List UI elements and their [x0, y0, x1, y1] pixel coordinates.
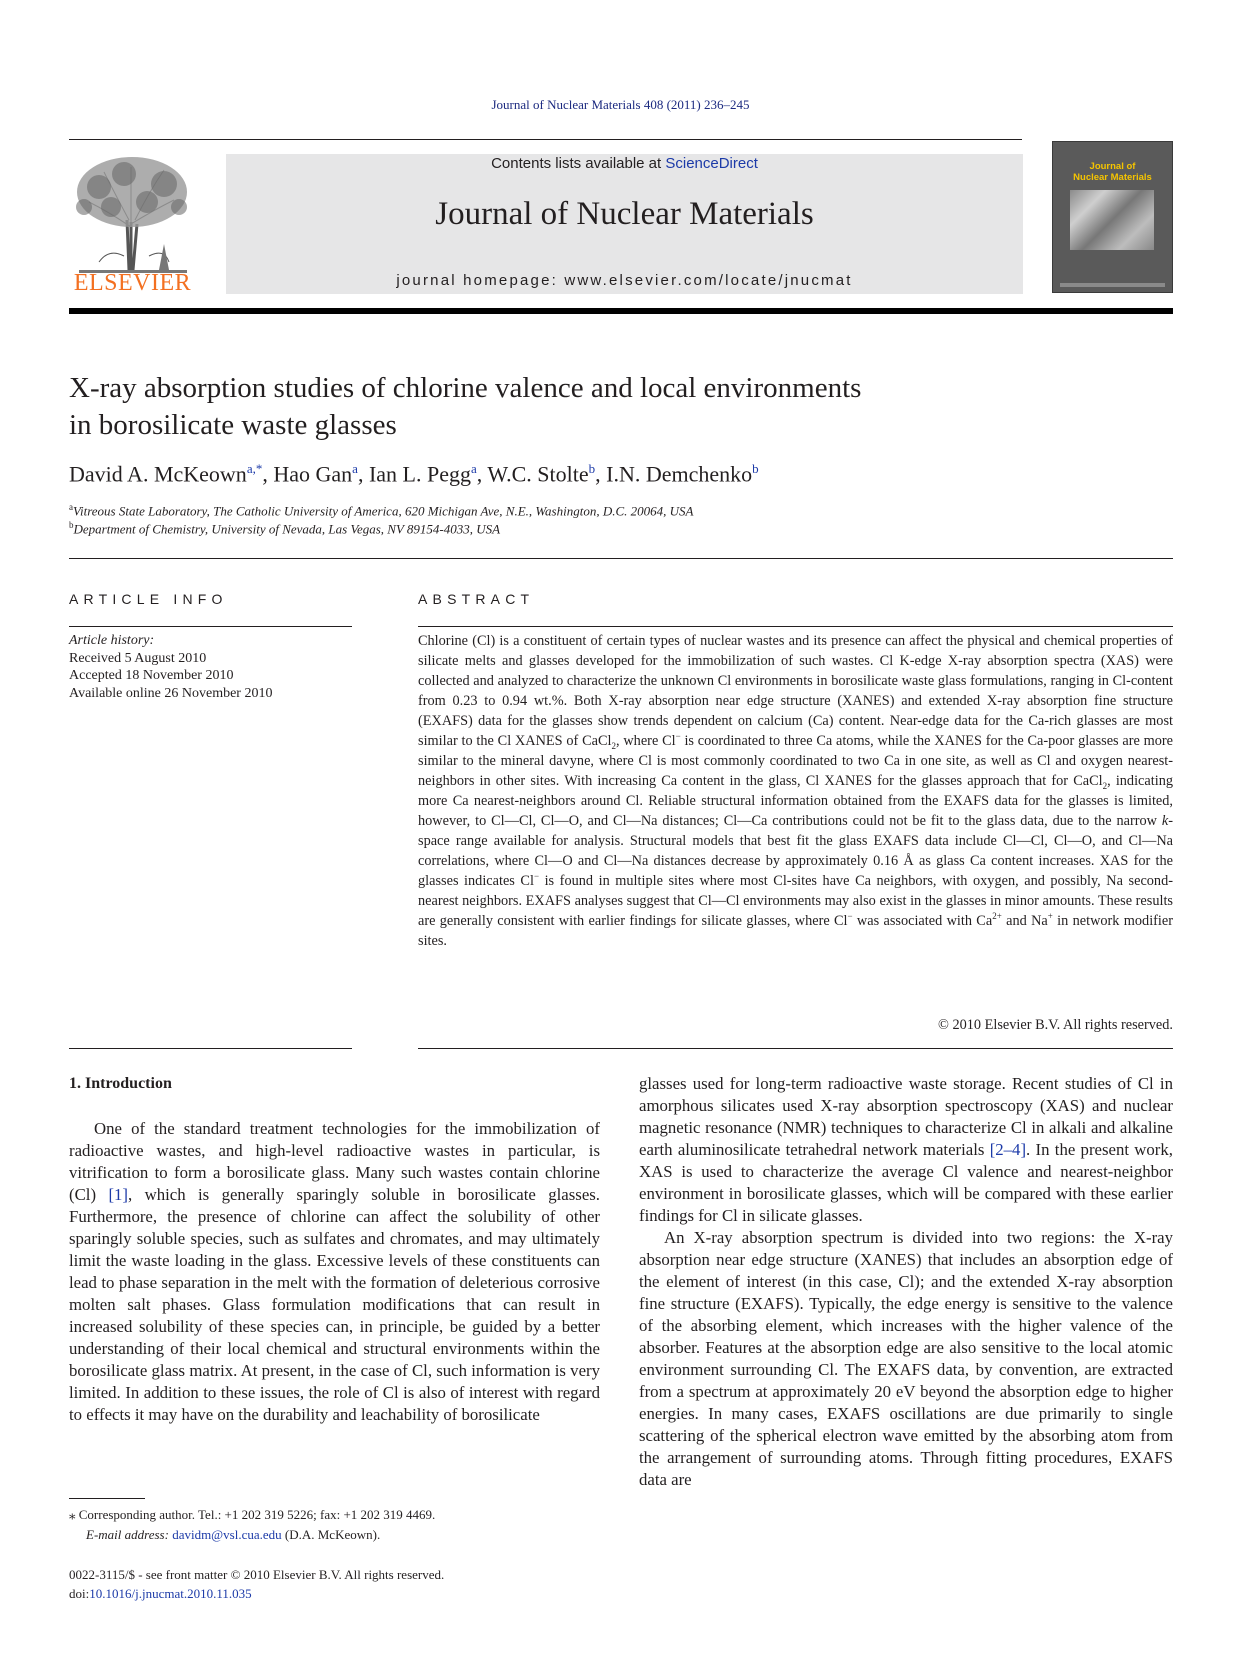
superscript: + [1047, 911, 1053, 922]
email-line [69, 1525, 609, 1545]
abstract-copyright: © 2010 Elsevier B.V. All rights reserved. [938, 1017, 1173, 1033]
journal-title: Journal of Nuclear Materials [435, 196, 814, 232]
issn-line: 0022-3115/$ - see front matter © 2010 Elsevier B.V. All rights reserved. [69, 1567, 445, 1582]
text-segment: . In the present work, XAS is used to characterize the average Cl valence and nearest-neighbor environment in borosilicate glasses, which will be compared with these earlier findings for Cl in silicate glasses. [639, 1140, 1173, 1225]
abstract-segment: was associated with Ca [852, 913, 993, 929]
body-column-right [639, 1073, 1173, 1491]
abstract-segment: and Na [1001, 913, 1048, 929]
affiliation-b [69, 520, 1169, 537]
abstract-segment: in network modifier sites. [418, 913, 1173, 949]
superscript: − [675, 731, 681, 742]
author-name: W.C. Stolte [487, 461, 589, 487]
affil-mark: a [69, 502, 73, 512]
email-owner: (D.A. McKeown). [281, 1527, 381, 1542]
author-name: I.N. Demchenko [606, 461, 753, 487]
issn-doi-block [69, 1565, 609, 1603]
author-name: Hao Gan [273, 461, 353, 487]
abstract-segment: is coordinated to three Ca atoms, while the XANES for the Ca-poor glasses are more similar to the mineral davyne, where Cl is most commonly coordinated to two Ca in one site, as well as Cl and oxygen nearest-neighbors in other sites. With increasing Ca content in the glass, Cl XANES for the glasses approach that for CaCl [418, 733, 1174, 789]
author-name: Ian L. Pegg [368, 461, 471, 487]
top-rule [69, 139, 1022, 140]
paragraph: An X-ray absorption spectrum is divided into two regions: the X-ray absorption near edge structure (XANES) that includes an absorption edge of the element of interest (in this case, Cl); and the extended X-ray absorption fine structure (EXAFS). Typically, the edge energy is sensitive to the valence of the absorbing element, which increases with the higher valence of the absorber. Features at the absorption edge are also sensitive to the local atomic environment surrounding Cl. The EXAFS data, by convention, are extracted from a spectrum at approximately 20 eV beyond the absorption edge to higher energies. In many cases, EXAFS oscillations are due primarily to single scattering of the spherical electron wave emitted by the absorbing atom from the arrangement of surrounding atoms. Through fitting procedures, EXAFS data are [639, 1228, 1173, 1489]
italic-k: k [1161, 813, 1169, 829]
body-column-left [69, 1118, 600, 1426]
affiliation-text: Vitreous State Laboratory, The Catholic University of America, 620 Michigan Ave, N.E., Washington, D.C. 20064, USA [73, 503, 694, 519]
article-title [69, 370, 1069, 444]
abstract-segment: Chlorine (Cl) is a constituent of certain types of nuclear wastes and its presence can affect the physical and chemical properties of silicate melts and glasses developed for the immobilization of such wastes. Cl K-edge X-ray absorption spectra (XAS) were collected and analyzed to characterize the unknown Cl environments in borosilicate waste glass formulations, ranging in Cl-content from 0.23 to 0.94 wt.%. Both X-ray absorption near edge structure (XANES) and extended X-ray absorption fine structure (EXAFS) data for the glasses show trends dependent on calcium (Ca) content. Near-edge data for the Ca-rich glasses are most similar to the Cl XANES of CaCl [418, 633, 1173, 749]
section-rule [69, 558, 1173, 559]
received-date: Received 5 August 2010 [69, 650, 207, 666]
accepted-date: Accepted 18 November 2010 [69, 668, 234, 683]
superscript: − [847, 911, 853, 922]
cover-title [1060, 161, 1165, 183]
affiliation-text: Department of Chemistry, University of Nevada, Las Vegas, NV 89154-4033, USA [73, 521, 501, 537]
doi-line [69, 1584, 609, 1603]
contents-prefix: Contents lists available at [491, 155, 666, 172]
cover-title-line2: Nuclear Materials [1073, 172, 1152, 183]
cover-footer-bar [1060, 283, 1165, 287]
article-history [69, 632, 352, 702]
footnote-text: Corresponding author. Tel.: +1 202 319 5226; fax: +1 202 319 4469. [75, 1507, 436, 1522]
email-label: E-mail address: [86, 1527, 169, 1542]
section-heading-introduction: 1. Introduction [69, 1075, 172, 1092]
author-affil-mark[interactable]: b [588, 461, 596, 476]
abstract-rule [418, 626, 1173, 627]
online-date: Available online 26 November 2010 [69, 685, 273, 701]
abstract-bottom-rule [418, 1048, 1173, 1049]
doi-prefix: doi: [69, 1586, 90, 1601]
article-info-rule [69, 626, 352, 627]
footnote [69, 1505, 609, 1545]
affil-mark: b [69, 520, 74, 530]
superscript: 2+ [992, 911, 1002, 922]
superscript: − [533, 871, 540, 882]
footnote-star: ⁎ [69, 1507, 76, 1522]
text-segment: glasses used for long-term radioactive waste storage. Recent studies of Cl in amorphous silicates used X-ray absorption spectroscopy (XAS) and nuclear magnetic resonance (NMR) techniques to characterize Cl in alkali and alkaline earth aluminosilicate tetrahedral network materials [639, 1074, 1173, 1159]
abstract-segment: -space range available for analysis. Structural models that best fit the glass EXAFS data include Cl—Cl, Cl—O, and Cl—Na correlations, where Cl—O and Cl—Na distances decrease by approximately 0.16 Å as glass Ca content increases. XAS for the glasses indicates Cl [418, 813, 1173, 889]
email-link[interactable]: davidm@vsl.cua.edu [172, 1527, 282, 1542]
author-affil-mark[interactable]: a,* [246, 461, 263, 476]
corresponding-author-note [69, 1505, 609, 1525]
abstract-segment: , indicating more Ca nearest-neighbors around Cl. Reliable structural information obtained from the EXAFS data for the glasses is limited, however, to Cl—Cl, Cl—O, and Cl—Na distances; Cl—Ca contributions could not be fit to the glass data, due to the narrow [418, 773, 1173, 829]
journal-reference[interactable]: Journal of Nuclear Materials 408 (2011) 236–245 [491, 97, 750, 112]
subscript: 2 [1102, 780, 1108, 791]
article-info-heading: ARTICLE INFO [69, 591, 228, 607]
header-thick-rule [69, 308, 1173, 314]
title-line-2: in borosilicate waste glasses [69, 409, 397, 441]
abstract-segment: , where Cl [616, 733, 676, 749]
journal-homepage[interactable]: journal homepage: www.elsevier.com/locate/jnucmat [396, 272, 853, 289]
affiliation-a [69, 502, 1169, 519]
author-name: David A. McKeown [69, 461, 247, 487]
author-affil-mark[interactable]: a [470, 461, 477, 476]
sciencedirect-link[interactable]: ScienceDirect [665, 155, 758, 172]
subscript: 2 [611, 740, 616, 751]
citation-link[interactable]: [2–4] [989, 1140, 1027, 1159]
article-info-bottom-rule [69, 1048, 352, 1049]
paragraph [69, 1118, 600, 1426]
cover-image [1070, 190, 1154, 250]
abstract-heading: ABSTRACT [418, 591, 535, 607]
elsevier-wordmark: ELSEVIER [73, 270, 192, 296]
doi-link[interactable]: 10.1016/j.jnucmat.2010.11.035 [89, 1586, 252, 1601]
author-affil-mark[interactable]: a [352, 461, 358, 476]
abstract-text [418, 631, 1173, 951]
footnote-rule [69, 1498, 145, 1499]
text-segment: One of the standard treatment technologies for the immobilization of radioactive wastes, and high-level radioactive wastes in particular, is vitrification to form a borosilicate glass. Many such wastes contain chlorine (Cl) [69, 1119, 600, 1204]
author-affil-mark[interactable]: b [752, 461, 759, 476]
cover-title-line1: Journal of [1089, 161, 1136, 172]
contents-line [226, 155, 1023, 172]
author-list: David A. McKeown$^{a,*}$, Hao Gan$^a$, Ian L. Pegg$^a$, W.C. Stolte$^b$, I.N. Demchenko$^b$ [69, 461, 759, 487]
title-line-1: X-ray absorption studies of chlorine valence and local environments [69, 372, 862, 404]
citation-link[interactable]: [1] [108, 1185, 129, 1204]
text-segment: , which is generally sparingly soluble in borosilicate glasses. Furthermore, the presence of chlorine can affect the solubility of other sparingly soluble species, such as sulfates and chromates, and may ultimately limit the waste loading in the glass. Excessive levels of these constituents can lead to phase separation in the melt with the formation of deleterious corrosive molten salt phases. Glass formulation modifications that can result in increased solubility of these species can, in principle, be guided by a better understanding of their local chemical and structural environments within the borosilicate glass matrix. At present, in the case of Cl, such information is very limited. In addition to these issues, the role of Cl is also of interest with regard to effects it may have on the durability and leachability of borosilicate [69, 1185, 600, 1424]
history-label: Article history: [69, 633, 155, 648]
abstract-segment: is found in multiple sites where most Cl-sites have Ca neighbors, with oxygen, and possibly, Na second-nearest neighbors. EXAFS analyses suggest that Cl—Cl environments may also exist in the glasses in minor amounts. These results are generally consistent with earlier findings for silicate glasses, where Cl [418, 873, 1173, 929]
paragraph [639, 1073, 1173, 1227]
